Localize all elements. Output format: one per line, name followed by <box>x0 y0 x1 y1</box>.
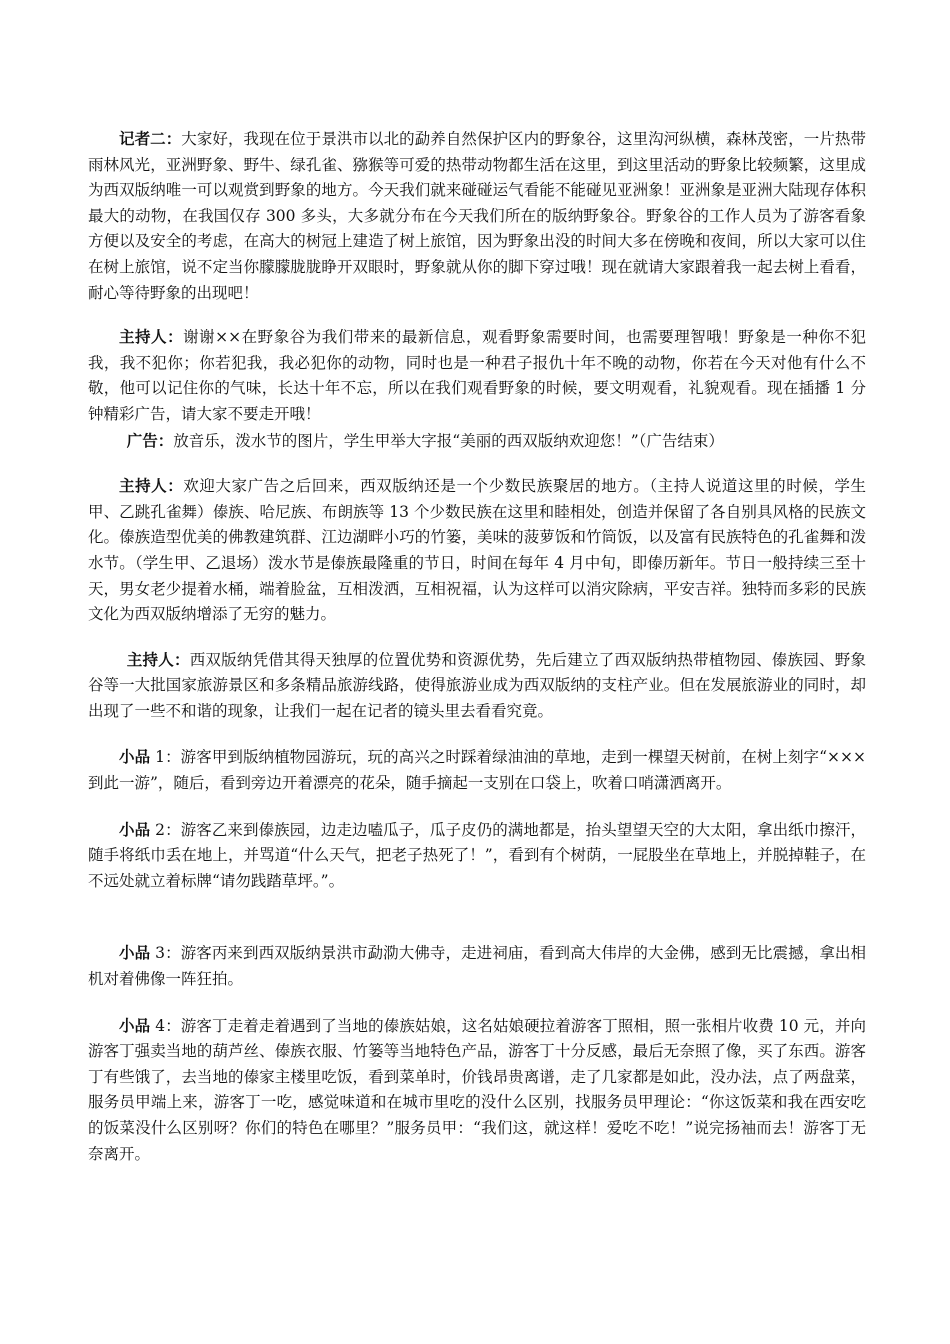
paragraph-skit-2 <box>88 817 866 895</box>
speaker-label: 小品 <box>119 747 151 767</box>
speaker-label: 广告 <box>126 430 158 450</box>
paragraph-reporter <box>88 126 866 306</box>
paragraph-text: 游客丙来到西双版纳景洪市勐泐大佛寺，走进祠庙，看到高大伟岸的大金佛，感到无比震撼，拿出相机对着佛像一阵狂拍。 <box>88 944 866 989</box>
speaker-separator: 4： <box>150 1016 181 1035</box>
speaker-separator: 2： <box>150 820 181 839</box>
speaker-label: 小品 <box>119 943 151 963</box>
speaker-separator: ： <box>173 649 190 669</box>
speaker-separator: ： <box>165 129 182 148</box>
paragraph-text: 欢迎大家广告之后回来，西双版纳还是一个少数民族聚居的地方。（主持人说道这里的时候，学生甲、乙跳孔雀舞）傣族、哈尼族、布朗族等 13 个少数民族在这里和睦相处，创造并保留了各自别具风格的民族文化。傣族造型优美的佛教建筑群、江边湖畔小巧的竹篓，美味的菠萝饭和竹筒饭，以及富有民族特色的孔雀舞和泼水节。（学生甲、乙退场）泼水节是傣族最隆重的节日，时间在每年 4 月中旬，即傣历新年。节日一般持续三至十天，男女老少提着水桶，端着脸盆，互相泼洒，互相祝福，认为这样可以消灾除病，平安吉祥。独特而多彩的民族文化为西双版纳增添了无穷的魅力。 <box>88 477 866 624</box>
speaker-label: 小品 <box>119 1015 151 1035</box>
paragraph-text: 游客甲到版纳植物园游玩，玩的高兴之时踩着绿油油的草地，走到一棵望天树前，在树上刻字“×××到此一游”，随后，看到旁边开着漂亮的花朵，随手摘起一支别在口袋上，吹着口哨潇洒离开。 <box>88 748 866 793</box>
paragraph-skit-1 <box>88 744 866 796</box>
speaker-separator: 1： <box>150 748 181 767</box>
paragraph-text: 游客乙来到傣族园，边走边嗑瓜子，瓜子皮仍的满地都是，抬头望望天空的大太阳，拿出纸巾擦汗，随手将纸巾丢在地上，并骂道“什么天气，把老子热死了！”，看到有个树荫，一屁股坐在草地上，并脱掉鞋子，在不远处就立着标牌“请勿践踏草坪。”。 <box>88 820 866 890</box>
paragraph-skit-4 <box>88 1013 866 1168</box>
speaker-label: 主持人 <box>126 649 174 669</box>
speaker-label: 主持人 <box>119 327 168 347</box>
speaker-label: 记者二 <box>119 129 166 148</box>
paragraph-host-3 <box>88 647 866 725</box>
paragraph-advertisement <box>88 428 866 455</box>
speaker-separator: ： <box>167 476 184 496</box>
paragraph-host-2 <box>88 473 866 628</box>
paragraph-text: 大家好，我现在位于景洪市以北的勐养自然保护区内的野象谷，这里沟河纵横，森林茂密，一片热带雨林风光，亚洲野象、野牛、绿孔雀、猕猴等可爱的热带动物都生活在这里，到这里活动的野象比较频繁，这里成为西双版纳唯一可以观赏到野象的地方。今天我们就来碰碰运气看能不能碰见亚洲象！亚洲象是亚洲大陆现存体积最大的动物，在我国仅存 300 多头，大多就分布在今天我们所在的版纳野象谷。野象谷的工作人员为了游客看象方便以及安全的考虑，在高大的树冠上建造了树上旅馆，因为野象出没的时间大多在傍晚和夜间，所以大家可以住在树上旅馆，说不定当你朦朦胧胧睁开双眼时，野象就从你的脚下穿过哦！现在就请大家跟着我一起去树上看看，耐心等待野象的出现吧！ <box>88 130 866 302</box>
speaker-separator: ： <box>167 327 184 347</box>
paragraph-text: 游客丁走着走着遇到了当地的傣族姑娘，这名姑娘硬拉着游客丁照相，照一张相片收费 10 元，并向游客丁强卖当地的葫芦丝、傣族衣服、竹篓等当地特色产品，游客丁十分反感，最后无奈照了像，买了东西。游客丁有些饿了，去当地的傣家主楼里吃饭，看到菜单时，价钱昂贵离谱，走了几家都是如此，没办法，点了两盘菜，服务员甲端上来，游客丁一吃，感觉味道和在城市里吃的没什么区别，找服务员甲理论：“你这饭菜和我在西安吃的饭菜没什么区别呀？你们的特色在哪里？”服务员甲：“我们这，就这样！爱吃不吃！”说完扬袖而去！游客丁无奈离开。 <box>88 1016 866 1163</box>
document-page <box>88 126 866 1167</box>
paragraph-text: 放音乐，泼水节的图片，学生甲举大字报“美丽的西双版纳欢迎您！”（广告结束） <box>173 431 724 450</box>
paragraph-host-1 <box>88 324 866 427</box>
speaker-separator: 3： <box>150 944 181 963</box>
paragraph-text: 谢谢××在野象谷为我们带来的最新信息，观看野象需要时间，也需要理智哦！野象是一种你不犯我，我不犯你；你若犯我，我必犯你的动物，同时也是一种君子报仇十年不晚的动物，你若在今天对他有什么不敬，他可以记住你的气味，长达十年不忘，所以在我们观看野象的时候，要文明观看，礼貌观看。现在插播 1 分钟精彩广告，请大家不要走开哦！ <box>88 328 866 423</box>
paragraph-text: 西双版纳凭借其得天独厚的位置优势和资源优势，先后建立了西双版纳热带植物园、傣族园、野象谷等一大批国家旅游景区和多条精品旅游线路，使得旅游业成为西双版纳的支柱产业。但在发展旅游业的同时，却出现了一些不和谐的现象，让我们一起在记者的镜头里去看看究竟。 <box>88 650 866 720</box>
paragraph-skit-3 <box>88 940 866 992</box>
speaker-label: 小品 <box>119 819 151 839</box>
speaker-label: 主持人 <box>119 476 168 496</box>
speaker-separator: ： <box>157 430 174 450</box>
